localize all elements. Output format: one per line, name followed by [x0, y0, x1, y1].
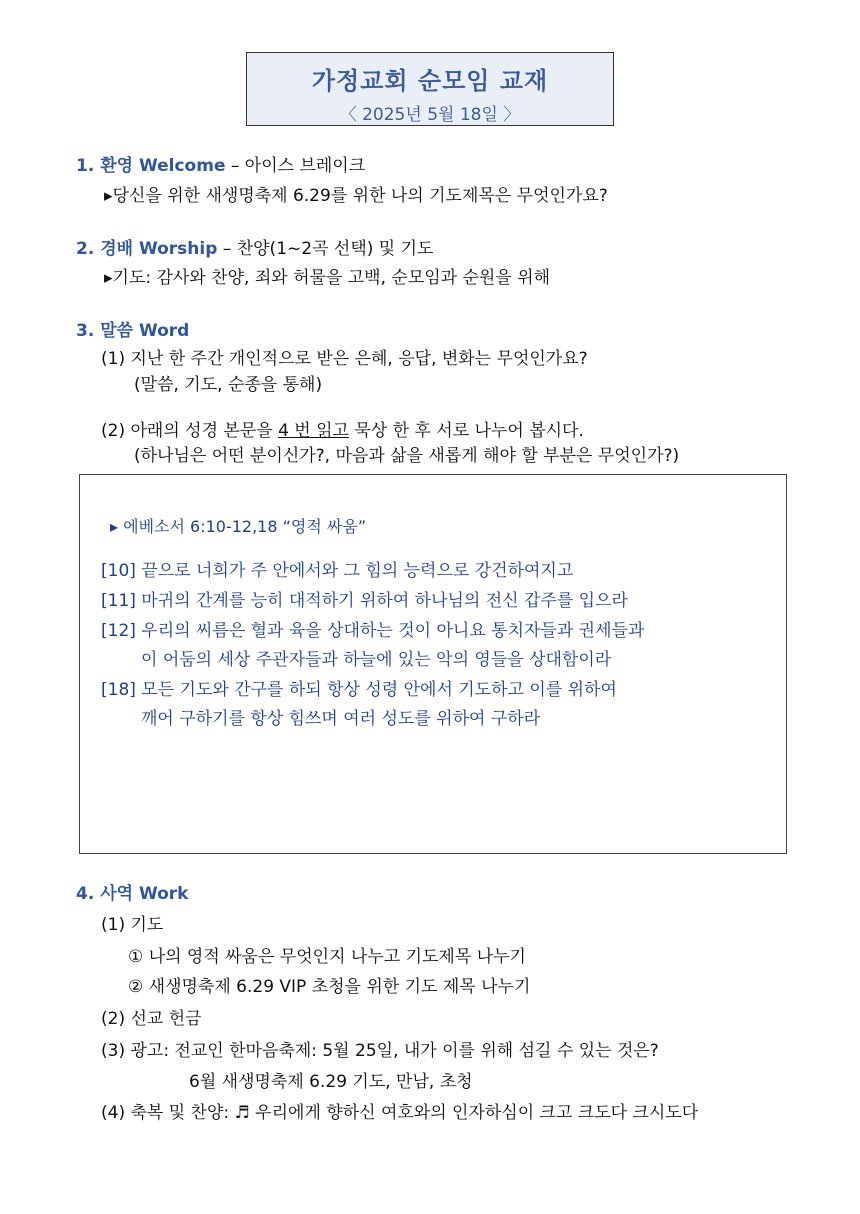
section-2-prayer: ▸기도: 감사와 찬양, 죄와 허물을 고백, 순모임과 순원을 위해 — [104, 268, 551, 288]
section-1-line — [76, 151, 365, 176]
verse-12-cont: 이 어둠의 세상 주관자들과 하늘에 있는 악의 영들을 상대함이라 — [141, 650, 612, 670]
item-2-post: 묵상 한 후 서로 나누어 봅시다. — [348, 421, 584, 441]
section-3-item-1-sub: (말씀, 기도, 순종을 통해) — [134, 375, 323, 395]
page-title: 가정교회 순모임 교재 — [311, 67, 549, 95]
item-2-underlined: 4 번 읽고 — [278, 421, 349, 441]
section-2-heading: 2. 경배 Worship — [76, 239, 218, 259]
section-4-item-1a: ① 나의 영적 싸움은 무엇인지 나누고 기도제목 나누기 — [128, 947, 526, 967]
section-3-heading: 3. 말씀 Word — [76, 321, 190, 341]
section-1-heading: 1. 환영 Welcome — [76, 156, 226, 176]
verse-12: [12] 우리의 씨름은 혈과 육을 상대하는 것이 아니요 통치자들과 권세들과 — [101, 621, 645, 641]
title-box — [246, 52, 614, 126]
verse-11: [11] 마귀의 간계를 능히 대적하기 위하여 하나님의 전신 갑주를 입으라 — [101, 591, 628, 611]
section-4-item-1: (1) 기도 — [101, 915, 164, 935]
item-2-pre: (2) 아래의 성경 본문을 — [101, 421, 279, 441]
section-3-item-2 — [101, 416, 584, 441]
section-4-item-1b: ② 새생명축제 6.29 VIP 초청을 위한 기도 제목 나누기 — [128, 977, 531, 997]
section-1-question: ▸당신을 위한 새생명축제 6.29를 위한 나의 기도제목은 무엇인가요? — [104, 186, 608, 206]
section-1-rest: – 아이스 브레이크 — [225, 156, 366, 176]
section-4-item-3: (3) 광고: 전교인 한마음축제: 5월 25일, 내가 이를 위해 섬길 수 있는 것은? — [101, 1041, 659, 1061]
passage-reference: ▸ 에베소서 6:10-12,18 “영적 싸움” — [110, 517, 367, 536]
verse-10: [10] 끝으로 너희가 주 안에서와 그 힘의 능력으로 강건하여지고 — [101, 561, 574, 581]
section-4-heading: 4. 사역 Work — [76, 884, 189, 904]
verse-18: [18] 모든 기도와 간구를 하되 항상 성령 안에서 기도하고 이를 위하여 — [101, 680, 617, 700]
section-4-item-2: (2) 선교 헌금 — [101, 1009, 202, 1029]
page-date: 〈 2025년 5월 18일 〉 — [339, 105, 521, 125]
verse-18-cont: 깨어 구하기를 항상 힘쓰며 여러 성도를 위하여 구하라 — [141, 709, 541, 729]
section-3-item-2-sub: (하나님은 어떤 분이신가?, 마음과 삶을 새롭게 해야 할 부분은 무엇인가?) — [134, 446, 680, 466]
section-3-item-1: (1) 지난 한 주간 개인적으로 받은 은혜, 응답, 변화는 무엇인가요? — [101, 349, 588, 369]
section-2-line — [76, 234, 433, 259]
section-2-rest: – 찬양(1~2곡 선택) 및 기도 — [217, 239, 434, 259]
section-4-item-3-sub: 6월 새생명축제 6.29 기도, 만남, 초청 — [189, 1072, 473, 1092]
section-4-item-4: (4) 축복 및 찬양: ♬ 우리에게 향하신 여호와의 인자하심이 크고 크도다 크시도다 — [101, 1103, 699, 1123]
